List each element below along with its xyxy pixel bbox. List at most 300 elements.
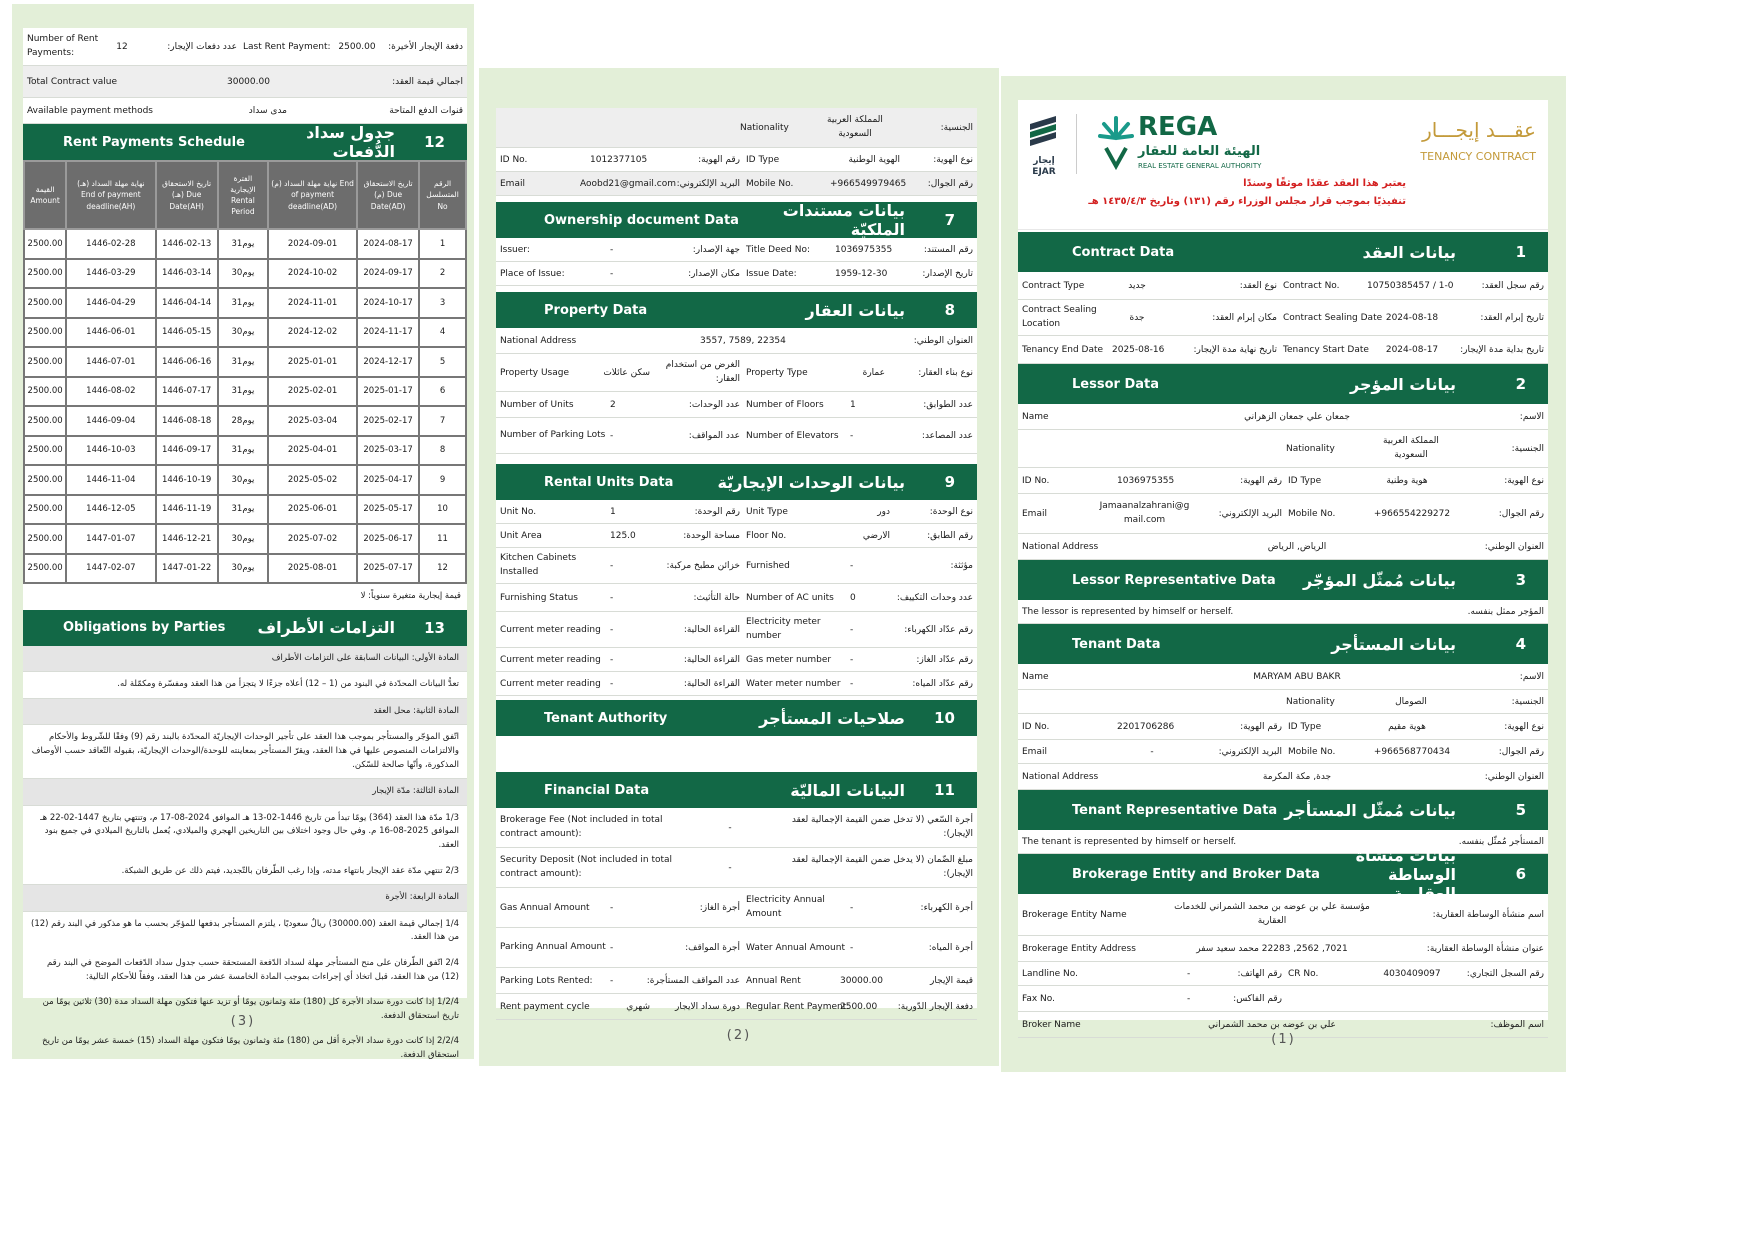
section-title-ar: صلاحيات المستأجر [759, 708, 905, 728]
label: Tenancy Start Date [1283, 344, 1369, 355]
label: Fax No. [1022, 993, 1055, 1004]
schedule-cell: 2500.00 [24, 436, 66, 466]
value: - [850, 560, 854, 571]
label-ar: عدد وحدات التكييف: [896, 592, 973, 603]
section-5-header [1018, 790, 1548, 830]
label-ar: عدد الطوابق: [923, 399, 973, 410]
section-number: 10 [934, 709, 955, 727]
ejar-label: إيجار EJAR [1032, 156, 1056, 177]
label: Mobile No. [1288, 746, 1336, 757]
value: 1 [610, 506, 616, 517]
label: Water Annual Amount [746, 942, 845, 953]
tenant-id-row [1018, 714, 1548, 740]
value: 4030409097 [1383, 968, 1441, 979]
schedule-cell: 2024-09-17 [357, 259, 419, 289]
label-ar: نوع الهوية: [1504, 475, 1544, 486]
section-number: 11 [934, 781, 955, 799]
lessor-address-row [1018, 534, 1548, 560]
value: 1 [850, 399, 856, 410]
label-ar: تاريخ الإصدار: [922, 268, 973, 279]
value: الهوية الوطنية [848, 154, 900, 165]
table-row [24, 524, 466, 554]
logo-divider [1076, 114, 1077, 174]
value: شهري [626, 1001, 650, 1012]
kitchen-row [496, 548, 977, 584]
schedule-cell: 30يوم [218, 318, 268, 348]
schedule-cell: 2025-04-01 [268, 436, 357, 466]
section-number: 12 [424, 133, 445, 151]
schedule-cell: 2024-11-17 [357, 318, 419, 348]
rega-name: REGA [1138, 112, 1218, 142]
label: Floor No. [746, 530, 787, 541]
label-ar: أجرة الغاز: [699, 902, 740, 913]
label: Available payment methods [27, 105, 153, 116]
schedule-cell: 31يوم [218, 495, 268, 525]
table-row [24, 229, 466, 259]
label: Landline No. [1022, 968, 1078, 979]
rent-cycle-row [496, 994, 977, 1020]
value: 2 [610, 399, 616, 410]
schedule-cell: 28يوم [218, 406, 268, 436]
section-9-header [496, 464, 977, 500]
value: - [850, 624, 854, 635]
schedule-cell: 1 [419, 229, 466, 259]
value: هوية وطنية [1386, 475, 1428, 486]
units-row [496, 392, 977, 418]
label: Broker Name [1022, 1019, 1081, 1030]
label-ar: المؤجر ممثل بنفسه. [1467, 606, 1544, 617]
table-row [24, 347, 466, 377]
value: - [728, 862, 732, 873]
lessor-representative-row [1018, 600, 1548, 624]
rega-english-name: REAL ESTATE GENERAL AUTHORITY [1138, 162, 1262, 170]
schedule-cell: 31يوم [218, 229, 268, 259]
schedule-header-cell: الفترة الإيجارية Rental Period [218, 161, 268, 229]
article-3-clause-1: 1/3 مدّة هذا العقد (364) يومًا تبدأ من تاريخ 1446-02-13 هـ الموافق 2024-08-17 م، وتنتهي بتاريخ 1447-02-22 هـ الموافق 2025-08-16 م. وفي حال وجود اختلاف بين التاريخين الهجري والميلادي، يُعمل بالتاريخ الميلادي في جميع بنود العقد. [40, 812, 459, 850]
section-number: 8 [944, 301, 955, 319]
value: مؤسسة علي بن عوضه بن محمد الشمراني للخدمات العقارية [1174, 902, 1370, 926]
section-title-ar: بيانات مُمثّل المؤجّر [1303, 570, 1456, 590]
label-ar: حالة التأثيث: [693, 592, 740, 603]
section-title-ar: البيانات الماليّة [790, 780, 905, 800]
brokerage-fee-row [496, 808, 977, 848]
ejar-logo-icon [1028, 114, 1060, 154]
schedule-cell: 1446-05-15 [156, 318, 218, 348]
section-title-en: Rent Payments Schedule [63, 134, 245, 150]
label: Tenancy End Date [1022, 344, 1104, 355]
page-number: (2) [726, 1028, 752, 1043]
label-ar: رقم الهوية: [1240, 475, 1282, 486]
section-title-en: Lessor Data [1072, 376, 1159, 392]
schedule-cell: 1446-06-16 [156, 347, 218, 377]
label-ar: عدد المصاعد: [921, 430, 973, 441]
schedule-cell: 2025-06-01 [268, 495, 357, 525]
value: 3557, 7589, 22354 [700, 335, 786, 346]
label: Electricity meter number [746, 617, 821, 641]
page-1 [1001, 76, 1566, 1072]
section-13-header [23, 610, 467, 646]
label-ar: أجرة الكهرباء: [920, 902, 973, 913]
label-ar: تاريخ نهاية مدة الإيجار: [1193, 344, 1277, 355]
section-6-header [1018, 845, 1548, 903]
label-ar: تاريخ بداية مدة الإيجار: [1460, 344, 1544, 355]
value: 2500.00 [840, 1001, 878, 1012]
schedule-cell: 30يوم [218, 554, 268, 584]
schedule-cell: 1446-08-02 [66, 377, 155, 407]
label: Water meter number [746, 678, 841, 689]
section-8-header [496, 292, 977, 328]
section-title-ar: جدول سداد الدُّفعات [306, 123, 395, 161]
label-ar: مكان الإصدار: [688, 268, 740, 279]
value: - [610, 975, 614, 986]
label: Nationality [1286, 696, 1335, 707]
label-ar: دفعة الإيجار الدّورية: [897, 1001, 973, 1012]
value: - [850, 942, 854, 953]
label: Contract Sealing Date [1283, 312, 1383, 323]
schedule-cell: 2500.00 [24, 288, 66, 318]
label: Parking Lots Rented: [500, 975, 593, 986]
label: Email [1022, 508, 1047, 519]
label-ar: أجرة المياه: [928, 942, 973, 953]
schedule-cell: 3 [419, 288, 466, 318]
label: CR No. [1288, 968, 1319, 979]
label: Title Deed No: [746, 244, 810, 255]
value: الصومال [1395, 696, 1427, 707]
label: Security Deposit (Not included in total contract amount): [500, 855, 673, 879]
contract-header [1018, 100, 1548, 230]
section-11-header [496, 772, 977, 808]
schedule-cell: 31يوم [218, 377, 268, 407]
contract-title-en: TENANCY CONTRACT [1420, 150, 1536, 163]
schedule-cell: 30يوم [218, 524, 268, 554]
label-ar: البريد الإلكتروني: [1218, 746, 1282, 757]
schedule-cell: 2024-11-01 [268, 288, 357, 318]
value: 0 [850, 592, 856, 603]
place-of-issue-row [496, 262, 977, 286]
label-ar: رقم الطابق: [927, 530, 973, 541]
page-3 [12, 4, 474, 1059]
schedule-cell: 2025-01-01 [268, 347, 357, 377]
value: 10750385457 / 1-0 [1367, 280, 1454, 291]
label: ID Type [1288, 721, 1322, 732]
article-4-title: المادة الرابعة: الأجرة [23, 885, 467, 912]
schedule-cell: 31يوم [218, 436, 268, 466]
schedule-header-cell: الرقم المتسلسل No [419, 161, 466, 229]
unit-area-row [496, 524, 977, 548]
label: Brokerage Entity Address [1022, 943, 1136, 954]
page-2 [479, 68, 999, 1066]
table-row [24, 288, 466, 318]
label-ar: الجنسية: [1511, 443, 1544, 454]
label-ar: قنوات الدفع المتاحة [389, 105, 463, 116]
article-2-title: المادة الثانية: محل العقد [23, 699, 467, 726]
label-ar: اسم منشأة الوساطة العقارية: [1432, 909, 1544, 920]
table-row [24, 436, 466, 466]
label-ar: الاسم: [1519, 411, 1544, 422]
schedule-cell: 1446-10-19 [156, 465, 218, 495]
schedule-cell: 1446-11-04 [66, 465, 155, 495]
schedule-cell: 2025-06-17 [357, 524, 419, 554]
table-row [24, 495, 466, 525]
article-1-title: المادة الأولى: البيانات السابقة على التزامات الأطراف [23, 646, 467, 673]
label: Parking Annual Amount [500, 941, 606, 952]
label: Nationality [1286, 443, 1335, 454]
schedule-header-cell: القيمة Amount [24, 161, 66, 229]
tenant-representative-row [1018, 830, 1548, 854]
schedule-cell: 1446-09-04 [66, 406, 155, 436]
schedule-cell: 2500.00 [24, 524, 66, 554]
value: Jamaanalzahrani@gmail.com [1099, 501, 1190, 525]
value: - [850, 902, 854, 913]
article-4-clause-2-2: 2/2/4 إذا كانت دورة سداد الأجرة أقل من (180) مئة وثمانون يومًا فتكون مهلة السداد (15) خمسة عشر يومًا من تاريخ استحقاق الدفعة. [42, 1036, 459, 1060]
spacer [496, 736, 977, 772]
brokerage-address-row [1018, 936, 1548, 962]
label: Property Type [746, 367, 808, 378]
schedule-cell: 2025-03-17 [357, 436, 419, 466]
label: Mobile No. [1288, 508, 1336, 519]
schedule-cell: 1446-12-05 [66, 495, 155, 525]
schedule-cell: 10 [419, 495, 466, 525]
value: +966568770434 [1373, 746, 1451, 757]
label: Furnishing Status [500, 592, 578, 603]
label-ar: عنوان منشأة الوساطة العقارية: [1426, 943, 1544, 954]
parking-amount-row [496, 928, 977, 968]
schedule-cell: 30يوم [218, 465, 268, 495]
number-of-payments-row [23, 28, 467, 66]
value: +966549979465 [830, 178, 907, 189]
section-title-en: Tenant Representative Data [1072, 802, 1278, 818]
label: Brokerage Entity Name [1022, 909, 1127, 920]
label: Total Contract value [27, 76, 118, 87]
label-ar: رقم الوحدة: [694, 506, 740, 517]
label-ar: نوع بناء العقار: [918, 367, 973, 378]
schedule-cell: 2025-04-17 [357, 465, 419, 495]
value: - [1187, 968, 1191, 979]
section-title-en: Tenant Authority [544, 710, 668, 726]
section-title-ar: بيانات العقد [1362, 242, 1456, 262]
page-number: (3) [230, 1014, 256, 1029]
value: - [850, 654, 854, 665]
schedule-cell: 1446-02-28 [66, 229, 155, 259]
page-number: (1) [1271, 1032, 1296, 1047]
label-ar: الغرض من استخدام العقار: [665, 360, 740, 384]
schedule-cell: 2025-01-17 [357, 377, 419, 407]
gas-meter-row [496, 648, 977, 672]
schedule-cell: 2500.00 [24, 554, 66, 584]
label: Regular Rent Payment: [746, 1001, 850, 1012]
schedule-cell: 1446-11-19 [156, 495, 218, 525]
schedule-cell: 1446-09-17 [156, 436, 218, 466]
label-ar: عدد المواقف: [688, 430, 740, 441]
value: المملكة العربية السعودية [1383, 436, 1439, 460]
schedule-cell: 1446-06-01 [66, 318, 155, 348]
label-ar: القراءة الحالية: [683, 654, 740, 665]
label: Unit No. [500, 506, 537, 517]
value: 12 [116, 41, 128, 52]
lessor-nationality-row [1018, 430, 1548, 468]
rega-arabic-name: الهيئة العامة للعقار [1138, 144, 1261, 159]
label: Number of Parking Lots [500, 429, 606, 440]
schedule-cell: 2025-07-17 [357, 554, 419, 584]
value: 2024-08-18 [1385, 312, 1439, 323]
schedule-cell: 2024-10-02 [268, 259, 357, 289]
tenancy-dates-row [1018, 336, 1548, 364]
label: Property Usage [500, 367, 569, 378]
label: ID No. [1022, 475, 1050, 486]
label-ar: رقم الهاتف: [1237, 968, 1282, 979]
legal-notice-line-1: يعتبر هذا العقد عقدًا موثقًا وسندًا [1243, 178, 1406, 189]
schedule-cell: 5 [419, 347, 466, 377]
lessor-id-row [1018, 468, 1548, 494]
value: - [610, 902, 614, 913]
value: سكن عائلات [603, 367, 650, 378]
value: دور [877, 506, 890, 517]
value: - [728, 822, 732, 833]
value: - [1187, 993, 1191, 1004]
page-2-sheet [496, 108, 977, 1012]
national-address-row [496, 328, 977, 354]
label: National Address [500, 335, 577, 346]
section-12-header [23, 124, 467, 160]
section-title-en: Lessor Representative Data [1072, 572, 1276, 588]
section-title-ar: بيانات مُمثّل المستأجر [1284, 800, 1456, 820]
schedule-cell: 12 [419, 554, 466, 584]
value: مدى سداد [248, 105, 287, 116]
section-title-en: Financial Data [544, 782, 650, 798]
label-ar: نوع الهوية: [1504, 721, 1544, 732]
table-row [24, 377, 466, 407]
label: The lessor is represented by himself or herself. [1022, 606, 1234, 617]
label-ar: مكان إبرام العقد: [1212, 312, 1277, 323]
label-ar: رقم السجل التجاري: [1466, 968, 1544, 979]
label-ar: العنوان الوطني: [913, 335, 973, 346]
section-title-ar: بيانات المؤجر [1350, 374, 1456, 394]
label-ar: رقم الجوال: [927, 178, 973, 189]
page-3-sheet [23, 28, 467, 1060]
schedule-cell: 8 [419, 436, 466, 466]
value: هوية مقيم [1388, 721, 1426, 732]
schedule-cell: 1446-07-01 [66, 347, 155, 377]
value: جدة [1129, 312, 1145, 323]
value: - [610, 678, 614, 689]
value: 125.0 [610, 530, 636, 541]
schedule-cell: 2024-08-17 [357, 229, 419, 259]
value: 30000.00 [840, 975, 883, 986]
label: Number of Elevators [746, 430, 839, 441]
value: 2024-08-17 [1385, 344, 1439, 355]
label: Name [1022, 411, 1049, 422]
label: Contract No. [1283, 280, 1340, 291]
value: - [1150, 746, 1154, 757]
label-ar: الجنسية: [1511, 696, 1544, 707]
schedule-cell: 1446-08-18 [156, 406, 218, 436]
label-ar: تاريخ إبرام العقد: [1480, 312, 1544, 323]
label: Rent payment cycle [500, 1001, 590, 1012]
table-row [24, 465, 466, 495]
label: Unit Area [500, 530, 542, 541]
label-ar: دفعة الإيجار الأخيرة: [388, 41, 463, 52]
value: Aoobd21@gmail.com [580, 178, 676, 189]
variable-rent-note: قيمة إيجارية متغيرة سنوياً: لا [360, 591, 461, 601]
value: 1959-12-30 [835, 268, 888, 279]
section-title-en: Rental Units Data [544, 474, 674, 490]
value: 1012377105 [590, 154, 648, 165]
schedule-header-cell: نهاية مهلة السداد (م) End of payment deadline(AD) [268, 161, 357, 229]
schedule-cell: 2500.00 [24, 318, 66, 348]
schedule-cell: 2500.00 [24, 229, 66, 259]
label: Brokerage Fee (Not included in total contract amount): [500, 815, 663, 839]
section-title-en: Brokerage Entity and Broker Data [1072, 866, 1320, 882]
schedule-cell: 2500.00 [24, 406, 66, 436]
section-title-ar: بيانات العقار [805, 300, 905, 320]
label: Gas meter number [746, 654, 832, 665]
schedule-cell: 11 [419, 524, 466, 554]
label: Nationality [740, 122, 789, 133]
section-number: 13 [424, 618, 445, 637]
schedule-cell: 2500.00 [24, 377, 66, 407]
section-number: 2 [1515, 375, 1526, 393]
label: Contract Sealing Location [1022, 305, 1097, 329]
label-ar: عدد الوحدات: [688, 399, 740, 410]
value: - [850, 678, 854, 689]
label: ID Type [1288, 475, 1322, 486]
schedule-cell: 2024-10-17 [357, 288, 419, 318]
schedule-cell: 1446-10-03 [66, 436, 155, 466]
tenant-address-row [1018, 764, 1548, 790]
schedule-cell: 9 [419, 465, 466, 495]
label-ar: جهة الإصدار: [692, 244, 740, 255]
schedule-cell: 2500.00 [24, 495, 66, 525]
section-number: 5 [1515, 801, 1526, 819]
contract-title-ar: عقـــد إيجـــار [1422, 118, 1536, 142]
value: - [610, 430, 614, 441]
label: Email [1022, 746, 1047, 757]
value: - [850, 430, 854, 441]
article-1-text: تعدُّ البيانات المحدّدة في البنود من (1 – 12) أعلاه جزءًا لا يتجزأ من هذا العقد ومفسّرة ومكمّلة له. [23, 672, 467, 699]
brokerage-entity-row [1018, 894, 1548, 936]
label: Last Rent Payment: [243, 41, 331, 52]
label: Annual Rent [746, 975, 801, 986]
rega-palm-icon [1098, 114, 1134, 170]
label: ID No. [1022, 721, 1050, 732]
section-number: 9 [944, 473, 955, 491]
label-ar: العنوان الوطني: [1484, 541, 1544, 552]
legal-notice-line-2: تنفيذيًا بموجب قرار مجلس الوزراء رقم (١٣١) وتاريخ ١٤٣٥/٤/٣ هـ [1088, 196, 1406, 207]
section-number: 3 [1515, 571, 1526, 589]
label: ID Type [746, 154, 780, 165]
schedule-cell: 30يوم [218, 259, 268, 289]
label: Electricity Annual Amount [746, 895, 825, 919]
label-ar: رقم الهوية: [698, 154, 740, 165]
tenant-email-row [1018, 740, 1548, 764]
nationality-row [496, 108, 977, 148]
value: جديد [1128, 280, 1146, 291]
article-3-clause-2: 2/3 تنتهي مدّة عقد الإيجار بانتهاء مدته، وإذا رغب الطّرفان بالتّجديد، فيتم ذلك عن طريق الشبكة. [23, 859, 467, 886]
label: Number of AC units [746, 592, 834, 603]
label-ar: رقم المستند: [923, 244, 973, 255]
schedule-cell: 1447-01-07 [66, 524, 155, 554]
label-ar: رقم سجل العقد: [1481, 280, 1544, 291]
section-number: 1 [1515, 243, 1526, 261]
label-ar: مبلغ الضّمان (لا يدخل ضمن القيمة الإجمالية لعقد الإيجار): [791, 855, 973, 879]
label-ar: رقم عدّاد الكهرباء: [904, 624, 973, 635]
label: National Address [1022, 771, 1099, 782]
label: Kitchen Cabinets Installed [500, 553, 577, 577]
schedule-cell: 2025-08-01 [268, 554, 357, 584]
schedule-cell: 2025-07-02 [268, 524, 357, 554]
section-4-header [1018, 624, 1548, 664]
label: ID No. [500, 154, 528, 165]
